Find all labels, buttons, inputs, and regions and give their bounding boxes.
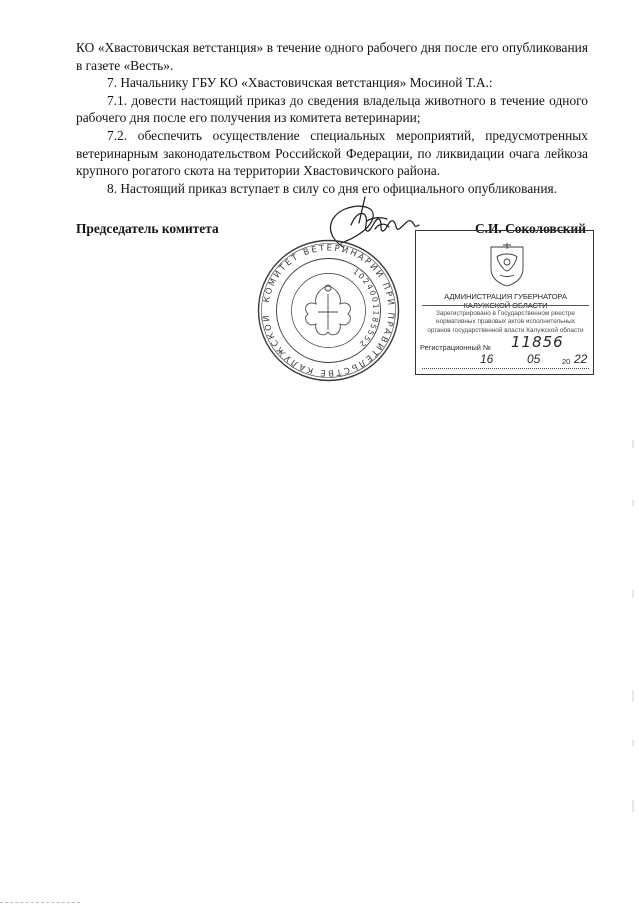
stamp-registration-label: Регистрационный № [420, 343, 491, 352]
official-seal-icon [256, 238, 401, 383]
paragraph-item-8: 8. Настоящий приказ вступает в силу со дня его официального опубликования. [107, 180, 557, 196]
stamp-date-month: 05 [527, 352, 541, 366]
document-body [76, 39, 588, 197]
scan-edge-marks [630, 440, 636, 820]
paragraph-item-7-1: 7.1. довести настоящий приказ до сведения владельца животного в течение одного рабочего дня после его получения из комитета ветеринарии; [76, 92, 588, 126]
paragraph-item-7-2: 7.2. обеспечить осуществление специальных мероприятий, предусмотренных ветеринарным законодательством Российской Федерации, по ликвидации очага лейкоза крупного рогатого скота на территории Хвастовичского района. [76, 127, 588, 179]
scan-bottom-mark [0, 902, 80, 903]
stamp-divider [422, 305, 589, 306]
signer-title: Председатель комитета [76, 221, 219, 236]
stamp-date-day: 16 [480, 352, 494, 366]
stamp-date-line [422, 368, 589, 369]
stamp-registration-number: 11856 [511, 333, 564, 351]
svg-text:1024001185552: 1024001185552 [351, 266, 381, 350]
stamp-date-year-suffix: 22 [574, 352, 588, 366]
stamp-organization: АДМИНИСТРАЦИЯ ГУБЕРНАТОРА КАЛУЖСКОЙ ОБЛАСТИ [444, 292, 567, 310]
registration-stamp [415, 230, 594, 375]
signer-name: С.И. Соколовский [475, 221, 586, 236]
svg-text:КОМИТЕТ ВЕТЕРИНАРИИ ПРИ ПРАВИТ: КОМИТЕТ ВЕТЕРИНАРИИ ПРИ ПРАВИТЕЛЬСТВЕ КАЛУЖСКОЙ [260, 242, 397, 379]
stamp-date-year-prefix: 20 [562, 357, 571, 366]
coat-of-arms-emblem-icon [488, 241, 526, 287]
stamp-description: Зарегистрировано в Государственном реестре нормативных правовых актов исполнительных органов государственной власти Калужской области [427, 310, 584, 334]
paragraph-item-7: 7. Начальнику ГБУ КО «Хвастовичская ветстанция» Мосиной Т.А.: [107, 75, 493, 91]
paragraph-continuation: КО «Хвастовичская ветстанция» в течение одного рабочего дня после его опубликования в газете «Весть». [76, 40, 588, 73]
